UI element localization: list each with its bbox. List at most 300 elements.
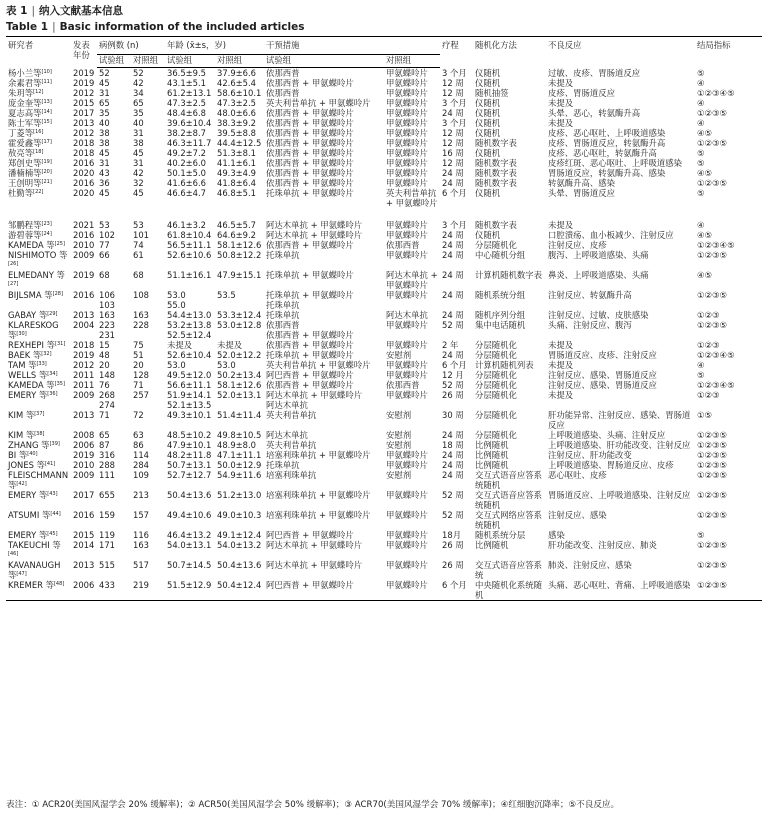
cell-age-test-value: 46.4±13.2 bbox=[167, 530, 212, 540]
cell-age-control-value: 54.9±11.6 bbox=[217, 470, 262, 480]
cell-intervention-control bbox=[384, 380, 440, 390]
cell-intervention-test-value: 依那西普 + 甲氨蝶呤片 bbox=[266, 128, 354, 138]
cell-cases-control bbox=[131, 390, 165, 410]
cell-outcome bbox=[695, 168, 762, 178]
cell-random bbox=[473, 540, 546, 560]
cell-cases-test-value: 77 bbox=[99, 240, 110, 250]
cell-course-value: 12 周 bbox=[442, 88, 464, 98]
cell-outcome-value: ①②③ bbox=[697, 340, 720, 350]
cell-course-value: 24 周 bbox=[442, 250, 464, 260]
cell-intervention-test-value: 英夫利昔单抗 + 甲氨蝶呤片 bbox=[266, 360, 371, 370]
cell-age-test-value: 50.1±5.0 bbox=[167, 168, 206, 178]
cell-age-test-value: 47.3±2.5 bbox=[167, 98, 206, 108]
cell-random-value: 分层随机化 bbox=[475, 350, 517, 360]
cell-cases-control-value: 45 bbox=[133, 188, 144, 198]
cell-author bbox=[6, 510, 71, 530]
cell-course bbox=[440, 490, 473, 510]
cell-author-value: 夏志高等 bbox=[8, 108, 42, 118]
cell-intervention-control-value: 安慰剂 bbox=[386, 440, 412, 450]
cell-cases-test-value: 655 bbox=[99, 490, 115, 500]
cell-intervention-control bbox=[384, 290, 440, 310]
cell-random-value: 比例随机 bbox=[475, 450, 509, 460]
header-cases: 病例数 (n) bbox=[97, 37, 165, 55]
cell-course bbox=[440, 470, 473, 490]
cell-age-control bbox=[215, 250, 264, 270]
cell-course-value: 52 周 bbox=[442, 490, 464, 500]
cell-intervention-control bbox=[384, 540, 440, 560]
cell-age-control-value: 47.3±2.5 bbox=[217, 98, 256, 108]
cell-cases-control bbox=[131, 510, 165, 530]
cell-outcome-value: ①②③⑤ bbox=[697, 138, 728, 148]
reference-mark: [12] bbox=[33, 89, 44, 95]
cell-year bbox=[71, 540, 97, 560]
cell-cases-test bbox=[97, 158, 131, 168]
cell-year-value: 2011 bbox=[73, 380, 95, 390]
cell-age-control bbox=[215, 580, 264, 601]
cell-random bbox=[473, 440, 546, 450]
cell-cases-control-value: 38 bbox=[133, 138, 144, 148]
cell-intervention-test-value: 依那西普 bbox=[266, 68, 300, 78]
cell-cases-test-value: 53 bbox=[99, 220, 110, 230]
cell-intervention-control-value: 甲氨蝶呤片 bbox=[386, 108, 428, 118]
cell-course bbox=[440, 580, 473, 601]
cell-course-value: 2 年 bbox=[442, 340, 459, 350]
cell-age-test-value: 53.0 bbox=[167, 360, 186, 370]
cell-random bbox=[473, 118, 546, 128]
cell-random-value: 交互式语音应答系统 bbox=[475, 560, 543, 580]
cell-random bbox=[473, 240, 546, 250]
cell-course bbox=[440, 178, 473, 188]
cell-cases-control-value: 51 bbox=[133, 350, 144, 360]
cell-year bbox=[71, 360, 97, 370]
cell-author bbox=[6, 250, 71, 270]
cell-adverse-value: 上呼吸道感染、胃肠道反应、皮疹 bbox=[548, 460, 674, 470]
cell-random-value: 仪随机 bbox=[475, 67, 501, 78]
cell-adverse-value: 上呼吸道感染、肝功能改变、注射反应 bbox=[548, 440, 691, 450]
cell-outcome bbox=[695, 138, 762, 148]
cell-age-control-value: 38.3±9.2 bbox=[217, 118, 256, 128]
cell-intervention-control bbox=[384, 188, 440, 208]
cell-random-value: 随机数字表 bbox=[475, 178, 517, 188]
table-row bbox=[6, 460, 762, 470]
cell-author bbox=[6, 470, 71, 490]
cell-cases-control-value: 61 bbox=[133, 250, 144, 260]
cell-age-control-value: 53.0 bbox=[217, 360, 236, 370]
cell-intervention-control-value: 甲氨蝶呤片 bbox=[386, 118, 428, 128]
cell-age-control bbox=[215, 530, 264, 540]
cell-outcome bbox=[695, 88, 762, 98]
cell-random-value: 仪随机 bbox=[475, 78, 501, 88]
cell-random bbox=[473, 380, 546, 390]
cell-age-test bbox=[165, 430, 215, 440]
cell-age-control bbox=[215, 380, 264, 390]
cell-intervention-control-value: 甲氨蝶呤片 bbox=[386, 220, 428, 230]
cell-intervention-test bbox=[264, 340, 384, 350]
cell-course bbox=[440, 510, 473, 530]
cell-course bbox=[440, 370, 473, 380]
cell-intervention-test bbox=[264, 270, 384, 290]
cell-year bbox=[71, 138, 97, 148]
cell-intervention-control bbox=[384, 440, 440, 450]
cell-age-control bbox=[215, 460, 264, 470]
cell-cases-test-value: 52 bbox=[99, 68, 110, 78]
cell-adverse bbox=[546, 510, 695, 530]
cell-adverse bbox=[546, 68, 695, 79]
cell-course bbox=[440, 270, 473, 290]
cell-random-value: 比例随机 bbox=[475, 440, 509, 450]
cell-age-control bbox=[215, 360, 264, 370]
cell-outcome-value: ④ bbox=[697, 98, 705, 108]
cell-age-test-value: 48.2±11.8 bbox=[167, 450, 212, 460]
cell-intervention-test-value: 英夫利昔单抗 + 甲氨蝶呤片 bbox=[266, 98, 371, 108]
cell-cases-control-value: 101 bbox=[133, 230, 149, 240]
cell-author bbox=[6, 450, 71, 460]
cell-age-control-value: 47.9±15.1 bbox=[217, 270, 262, 280]
table-row bbox=[6, 188, 762, 208]
cell-outcome-value: ⑤ bbox=[697, 158, 705, 168]
cell-cases-test bbox=[97, 390, 131, 410]
cell-outcome bbox=[695, 320, 762, 340]
cell-author bbox=[6, 240, 71, 250]
cell-age-test bbox=[165, 158, 215, 168]
cell-course-value: 24 周 bbox=[442, 450, 464, 460]
cell-intervention-control-value: 甲氨蝶呤片 bbox=[386, 148, 428, 158]
cell-course bbox=[440, 138, 473, 148]
cell-year bbox=[71, 470, 97, 490]
cell-outcome-value: ④⑤ bbox=[697, 128, 713, 138]
cell-outcome bbox=[695, 530, 762, 540]
cell-author-value: 陈士军等 bbox=[8, 118, 42, 128]
cell-cases-control bbox=[131, 410, 165, 430]
cell-course-value: 12 月 bbox=[442, 370, 464, 380]
cell-intervention-test bbox=[264, 430, 384, 440]
cell-author-value: REXHEPI 等 bbox=[8, 340, 55, 350]
cell-age-control bbox=[215, 450, 264, 460]
cell-year-value: 2019 bbox=[73, 450, 95, 460]
cell-year-value: 2016 bbox=[73, 230, 95, 240]
table-row bbox=[6, 310, 762, 320]
cell-age-test bbox=[165, 98, 215, 108]
cell-cases-control bbox=[131, 128, 165, 138]
articles-table bbox=[6, 37, 762, 601]
cell-cases-control-value: 42 bbox=[133, 168, 144, 178]
cell-random bbox=[473, 250, 546, 270]
cell-age-control-value: 49.8±10.5 bbox=[217, 430, 262, 440]
cell-intervention-test bbox=[264, 78, 384, 88]
cell-age-test-value: 56.6±11.1 bbox=[167, 380, 212, 390]
cell-outcome bbox=[695, 98, 762, 108]
cell-intervention-test bbox=[264, 450, 384, 460]
cell-intervention-control bbox=[384, 490, 440, 510]
cell-intervention-test-value: 阿达木单抗 bbox=[266, 430, 308, 440]
cell-author-value: 杨小兰等 bbox=[8, 67, 42, 78]
cell-intervention-control-value: 甲氨蝶呤片 bbox=[386, 290, 428, 300]
header-age-test: 试验组 bbox=[165, 55, 215, 68]
cell-random-value: 集中电话随机 bbox=[475, 320, 526, 330]
cell-random bbox=[473, 350, 546, 360]
cell-intervention-control-value: 安慰剂 bbox=[386, 410, 412, 420]
cell-age-control-value: 42.6±5.4 bbox=[217, 78, 256, 88]
cell-age-test-value: 48.4±6.8 bbox=[167, 108, 206, 118]
cell-adverse-value: 胃肠道反应、上呼吸道感染、注射反应 bbox=[548, 490, 691, 500]
cell-age-control-value: 50.2±13.4 bbox=[217, 370, 262, 380]
cell-cases-control-value: 219 bbox=[133, 580, 149, 590]
table-row bbox=[6, 138, 762, 148]
table-row bbox=[6, 340, 762, 350]
cell-intervention-test-second-line: 依那西普 + 甲氨蝶呤片 bbox=[266, 330, 354, 340]
cell-year bbox=[71, 208, 97, 230]
cell-age-control-value: 51.3±8.1 bbox=[217, 148, 256, 158]
cell-age-test-value: 39.6±10.4 bbox=[167, 118, 212, 128]
cell-age-control-value: 46.5±5.7 bbox=[217, 220, 256, 230]
cell-age-test-value: 61.8±10.4 bbox=[167, 230, 212, 240]
cell-intervention-control bbox=[384, 78, 440, 88]
cell-author-value: BIJLSMA 等 bbox=[8, 290, 53, 300]
cell-cases-test-value: 316 bbox=[99, 450, 115, 460]
cell-cases-test-value: 65 bbox=[99, 98, 110, 108]
cell-random-value: 交互式语音应答系统随机 bbox=[475, 490, 543, 510]
cell-author-value: 霍爱鑫等 bbox=[8, 138, 42, 148]
cell-intervention-test bbox=[264, 240, 384, 250]
cell-course-value: 3 个月 bbox=[442, 67, 467, 78]
cell-age-control bbox=[215, 370, 264, 380]
reference-mark: [29] bbox=[47, 311, 58, 317]
cell-adverse bbox=[546, 270, 695, 290]
cell-author-value: 敖亮等 bbox=[8, 148, 34, 158]
cell-intervention-control-value: 甲氨蝶呤片 bbox=[386, 370, 428, 380]
cell-age-test-value: 43.1±5.1 bbox=[167, 78, 206, 88]
cell-outcome-value: ④ bbox=[697, 220, 705, 230]
cell-intervention-test-value: 培塞利珠单抗 + 甲氨蝶呤片 bbox=[266, 510, 371, 520]
cell-course bbox=[440, 230, 473, 240]
reference-mark: [20] bbox=[41, 169, 52, 175]
cell-outcome-value: ⑤ bbox=[697, 188, 705, 198]
cell-age-control-value: 48.0±6.6 bbox=[217, 108, 256, 118]
cell-cases-control bbox=[131, 88, 165, 98]
cell-cases-control bbox=[131, 158, 165, 168]
cell-cases-control-value: 32 bbox=[133, 178, 144, 188]
cell-age-control bbox=[215, 490, 264, 510]
cell-adverse-value: 未提及 bbox=[548, 78, 574, 88]
cell-cases-test-second-line: 231 bbox=[99, 330, 115, 340]
cell-course bbox=[440, 540, 473, 560]
cell-intervention-control bbox=[384, 580, 440, 601]
cell-author bbox=[6, 430, 71, 440]
cell-intervention-test-value: 英夫利昔单抗 bbox=[266, 410, 317, 420]
cell-course bbox=[440, 88, 473, 98]
cell-intervention-test-value: 依那西普 bbox=[266, 320, 300, 330]
reference-mark: [24] bbox=[41, 231, 52, 237]
cell-age-test bbox=[165, 208, 215, 230]
cell-age-test bbox=[165, 560, 215, 580]
cell-intervention-test-value: 托珠单抗 bbox=[266, 250, 300, 260]
cell-year bbox=[71, 78, 97, 88]
cell-author bbox=[6, 128, 71, 138]
cell-age-control-value: 50.4±12.4 bbox=[217, 580, 262, 590]
cell-adverse-value: 皮疹、恶心呕吐，转氨酶升高 bbox=[548, 148, 657, 158]
cell-cases-test bbox=[97, 340, 131, 350]
cell-random-value: 随机数字表 bbox=[475, 168, 517, 178]
cell-intervention-control bbox=[384, 340, 440, 350]
table-row bbox=[6, 530, 762, 540]
cell-intervention-test-second-line: 托珠单抗 bbox=[266, 300, 300, 310]
cell-cases-test-value: 163 bbox=[99, 310, 115, 320]
cell-author-value: KAVANAUGH 等 bbox=[8, 560, 61, 580]
cell-age-test-value: 50.7±14.5 bbox=[167, 560, 212, 570]
cell-adverse bbox=[546, 108, 695, 118]
cell-cases-control-value: 45 bbox=[133, 148, 144, 158]
cell-cases-test-value: 111 bbox=[99, 470, 115, 480]
cell-age-control-value: 41.8±6.4 bbox=[217, 178, 256, 188]
cell-age-control bbox=[215, 98, 264, 108]
cell-course-value: 24 周 bbox=[442, 240, 464, 250]
header-researcher: 研究者 bbox=[8, 40, 34, 50]
cell-course-value: 26 周 bbox=[442, 540, 464, 550]
cell-intervention-test-value: 培塞利珠单抗 bbox=[266, 470, 317, 480]
cell-outcome bbox=[695, 230, 762, 240]
cell-adverse bbox=[546, 78, 695, 88]
cell-intervention-test bbox=[264, 230, 384, 240]
reference-mark: [45] bbox=[47, 531, 58, 537]
cell-adverse-value: 感染 bbox=[548, 530, 565, 540]
cell-author-value: BAEK 等 bbox=[8, 350, 42, 360]
cell-intervention-control-value: 依那西普 bbox=[386, 240, 420, 250]
cell-outcome-value: ①②③⑤ bbox=[697, 490, 728, 500]
cell-outcome-value: ⑤ bbox=[697, 530, 705, 540]
cell-adverse bbox=[546, 580, 695, 601]
cell-year bbox=[71, 450, 97, 460]
cell-intervention-test-second-line: 阿达木单抗 bbox=[266, 400, 308, 410]
cell-cases-control-value: 257 bbox=[133, 390, 149, 400]
cell-adverse bbox=[546, 460, 695, 470]
cell-cases-test-value: 45 bbox=[99, 188, 110, 198]
table-row bbox=[6, 240, 762, 250]
cell-cases-control-value: 517 bbox=[133, 560, 149, 570]
cell-adverse-value: 鼻炎、上呼吸道感染、头痛 bbox=[548, 270, 649, 280]
cell-course-value: 12 周 bbox=[442, 138, 464, 148]
cell-outcome bbox=[695, 78, 762, 88]
reference-mark: [10] bbox=[41, 68, 52, 75]
cell-year-value: 2020 bbox=[73, 188, 95, 198]
reference-mark: [46] bbox=[8, 551, 19, 557]
cell-intervention-control bbox=[384, 270, 440, 290]
caption-title-cn: 纳入文献基本信息 bbox=[39, 5, 124, 17]
cell-age-control bbox=[215, 310, 264, 320]
cell-intervention-test bbox=[264, 560, 384, 580]
cell-random-value: 比例随机 bbox=[475, 540, 509, 550]
cell-age-test-value: 52.6±10.4 bbox=[167, 350, 212, 360]
cell-random-value: 随机序列分组 bbox=[475, 310, 526, 320]
cell-outcome-value: ①②③⑤ bbox=[697, 540, 728, 550]
cell-course-value: 26 周 bbox=[442, 560, 464, 570]
reference-mark: [21] bbox=[41, 179, 52, 185]
header-intervention-control: 对照组 bbox=[384, 55, 440, 68]
cell-age-control-value: 46.8±5.1 bbox=[217, 188, 256, 198]
cell-outcome bbox=[695, 390, 762, 410]
cell-intervention-test bbox=[264, 148, 384, 158]
cell-random-value: 随机系统分组 bbox=[475, 290, 526, 300]
cell-intervention-test bbox=[264, 118, 384, 128]
cell-year-value: 2009 bbox=[73, 250, 95, 260]
cell-year-value: 2006 bbox=[73, 580, 95, 590]
cell-author bbox=[6, 138, 71, 148]
cell-random bbox=[473, 510, 546, 530]
cell-adverse bbox=[546, 240, 695, 250]
cell-intervention-control bbox=[384, 470, 440, 490]
cell-cases-test bbox=[97, 88, 131, 98]
cell-intervention-control-value: 甲氨蝶呤片 bbox=[386, 138, 428, 148]
cell-cases-test bbox=[97, 240, 131, 250]
cell-intervention-test bbox=[264, 540, 384, 560]
cell-age-control bbox=[215, 290, 264, 310]
cell-course-value: 24 周 bbox=[442, 178, 464, 188]
cell-cases-test-value: 515 bbox=[99, 560, 115, 570]
cell-intervention-control-value: 安慰剂 bbox=[386, 470, 412, 480]
cell-intervention-test-value: 阿达木单抗 + 甲氨蝶呤片 bbox=[266, 230, 363, 240]
cell-intervention-control-value: 安慰剂 bbox=[386, 350, 412, 360]
cell-year bbox=[71, 370, 97, 380]
cell-outcome bbox=[695, 440, 762, 450]
reference-mark: [31] bbox=[55, 341, 66, 347]
cell-course-value: 12 周 bbox=[442, 78, 464, 88]
cell-age-control-value: 50.8±12.2 bbox=[217, 250, 262, 260]
cell-author-value: GABAY 等 bbox=[8, 310, 48, 320]
cell-year bbox=[71, 410, 97, 430]
cell-course bbox=[440, 340, 473, 350]
cell-author bbox=[6, 88, 71, 98]
cell-author bbox=[6, 440, 71, 450]
cell-age-test bbox=[165, 360, 215, 370]
cell-adverse-value: 注射反应、转氨酶升高 bbox=[548, 290, 632, 300]
cell-cases-control-value: 116 bbox=[133, 530, 149, 540]
cell-age-control bbox=[215, 390, 264, 410]
cell-age-control-value: 39.5±8.8 bbox=[217, 128, 256, 138]
cell-adverse bbox=[546, 440, 695, 450]
cell-random bbox=[473, 340, 546, 350]
cell-author bbox=[6, 530, 71, 540]
cell-random bbox=[473, 370, 546, 380]
cell-intervention-test-value: 依那西普 + 甲氨蝶呤片 bbox=[266, 108, 354, 118]
cell-cases-test bbox=[97, 128, 131, 138]
table-row bbox=[6, 158, 762, 168]
cell-adverse-value: 腹泻、上呼吸道感染、头痛 bbox=[548, 250, 649, 260]
cell-outcome bbox=[695, 410, 762, 430]
header-year: 发表年份 bbox=[73, 40, 90, 60]
cell-age-test bbox=[165, 530, 215, 540]
cell-age-test-value: 49.3±10.1 bbox=[167, 410, 212, 420]
cell-outcome-value: ①②③⑤ bbox=[697, 580, 728, 590]
cell-intervention-control-value: 甲氨蝶呤片 bbox=[386, 530, 428, 540]
cell-course-value: 3 个月 bbox=[442, 220, 467, 230]
cell-intervention-test bbox=[264, 410, 384, 430]
cell-cases-test bbox=[97, 68, 131, 79]
cell-random bbox=[473, 148, 546, 158]
cell-cases-control bbox=[131, 68, 165, 79]
cell-intervention-control-value: 甲氨蝶呤片 bbox=[386, 460, 428, 470]
reference-mark: [41] bbox=[44, 461, 56, 467]
cell-age-test-value: 53.2±13.8 bbox=[167, 320, 212, 330]
cell-intervention-control bbox=[384, 310, 440, 320]
cell-age-test-value: 50.7±13.1 bbox=[167, 460, 212, 470]
caption-title-en: Basic information of the included articles bbox=[59, 21, 305, 33]
cell-intervention-test bbox=[264, 390, 384, 410]
cell-age-test-value: 51.9±14.1 bbox=[167, 390, 212, 400]
cell-outcome-value: ④ bbox=[697, 118, 705, 128]
cell-author-value: 杜勤等 bbox=[8, 188, 34, 198]
cell-intervention-control bbox=[384, 430, 440, 440]
cell-random bbox=[473, 580, 546, 601]
cell-cases-control-value: 34 bbox=[133, 88, 144, 98]
